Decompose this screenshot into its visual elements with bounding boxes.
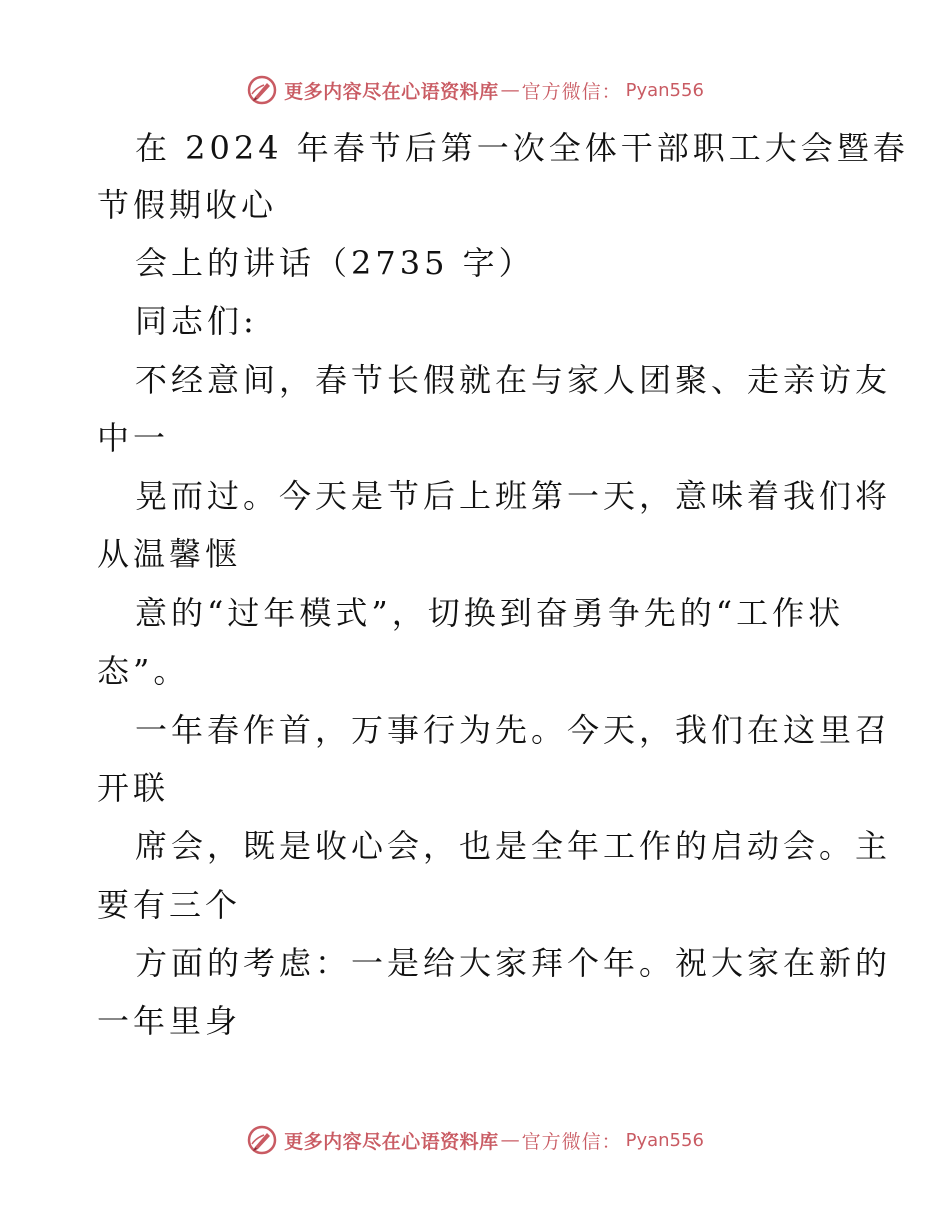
watermark-wechat-id: Pyan556	[625, 79, 704, 101]
watermark-wechat-label: 官方微信：	[521, 1130, 622, 1153]
body-line: 中一	[97, 419, 170, 457]
body-line: 不经意间，春节长假就在与家人团聚、走亲访友	[135, 361, 892, 399]
body-line: 意的“过年模式”，切换到奋勇争先的“工作状	[135, 594, 845, 632]
body-line: 在 2024 年春节后第一次全体干部职工大会暨春	[135, 129, 909, 167]
watermark-wechat-id: Pyan556	[625, 1129, 704, 1151]
body-line: 一年春作首，万事行为先。今天，我们在这里召	[135, 711, 892, 749]
body-line: 开联	[97, 769, 170, 807]
header-watermark	[0, 73, 950, 107]
body-line: 节假期收心	[97, 186, 278, 224]
watermark-title: 更多内容尽在心语资料库	[284, 80, 499, 103]
body-line: 态”。	[97, 652, 190, 690]
body-line: 一年里身	[97, 1002, 242, 1040]
watermark-dash: —	[500, 79, 520, 101]
body-line: 席会，既是收心会，也是全年工作的启动会。主	[135, 827, 892, 865]
body-line: 从温馨惬	[97, 535, 242, 573]
pen-logo-icon	[246, 74, 278, 106]
watermark-wechat-label: 官方微信：	[521, 80, 622, 103]
body-line: 会上的讲话（2735 字）	[135, 244, 535, 282]
body-line: 要有三个	[97, 886, 242, 924]
watermark-dash: —	[500, 1129, 520, 1151]
body-line: 同志们:	[135, 302, 258, 340]
body-line: 方面的考虑：一是给大家拜个年。祝大家在新的	[135, 944, 892, 982]
body-line: 晃而过。今天是节后上班第一天，意味着我们将	[135, 477, 892, 515]
footer-watermark	[0, 1123, 950, 1157]
pen-logo-icon	[246, 1124, 278, 1156]
watermark-title: 更多内容尽在心语资料库	[284, 1130, 499, 1153]
